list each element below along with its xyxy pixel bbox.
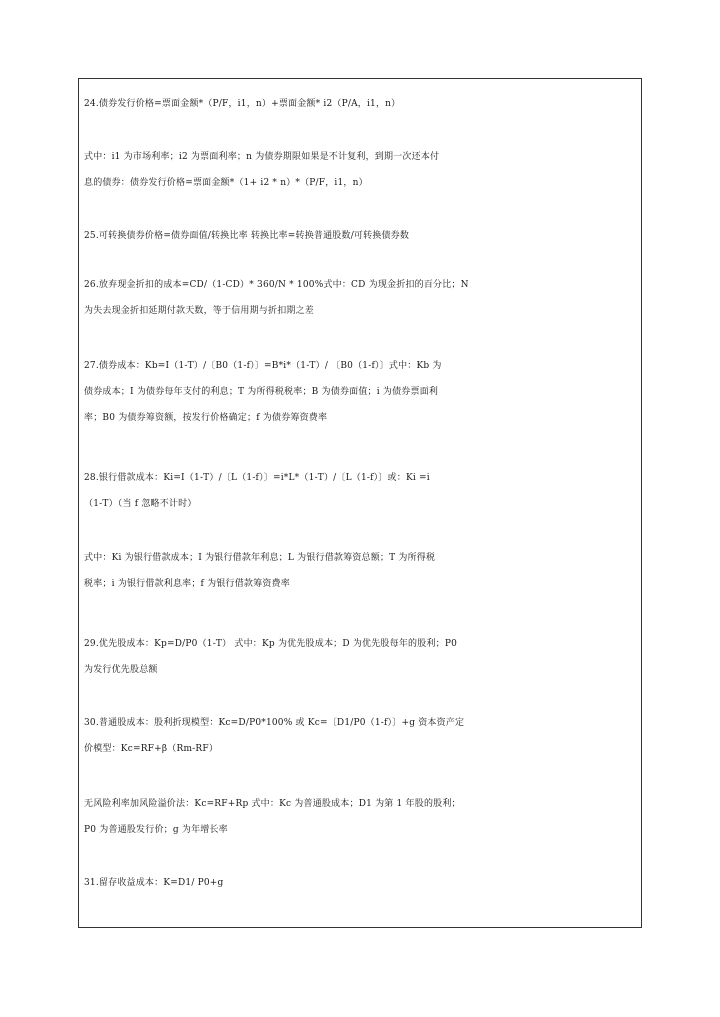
formula-28-bank-loan-cost — [84, 465, 640, 517]
text-line: 式中：i1 为市场利率；i2 为票面利率；n 为债券期限如果是不计复利，到期一次还本付 — [84, 152, 440, 162]
text-line: 债券成本；I 为债券每年支付的利息；T 为所得税税率；B 为债券面值；i 为债券票面利 — [84, 387, 439, 397]
text-line: （1-T）（当 f 忽略不计时） — [84, 499, 197, 509]
text-line: 29.优先股成本：Kp=D/P0（1-T） 式中：Kp 为优先股成本；D 为优先股每年的股利；P0 — [84, 639, 458, 649]
text-line: 率；B0 为债券筹资额，按发行价格确定；f 为债券筹资费率 — [84, 413, 328, 423]
text-line: 27.债券成本：Kb=I（1-T）/〔B0（1-f）〕=B*i*（1-T）/ 〔B0（1-f）〕式中：Kb 为 — [84, 361, 442, 371]
text-line: 税率；i 为银行借款利息率；f 为银行借款筹资费率 — [84, 579, 290, 589]
formula-24-explanation — [84, 144, 640, 196]
text-line: 28.银行借款成本：Ki=I（1-T）/〔L（1-f）〕=i*L*（1-T）/〔L（1-f）〕或：Ki =i — [84, 473, 430, 483]
text-line: 25.可转换债券价格=债券面值/转换比率 转换比率=转换普通股数/可转换债券数 — [84, 231, 410, 241]
formula-29-preferred-stock-cost — [84, 631, 640, 683]
text-line: P0 为普通股发行价；g 为年增长率 — [84, 825, 228, 835]
formula-26-cash-discount — [84, 272, 640, 324]
text-line: 价模型：Kc=RF+β（Rm-RF） — [84, 744, 219, 754]
formula-30-risk-premium-method — [84, 791, 640, 843]
text-line: 为发行优先股总额 — [84, 665, 158, 675]
text-line: 式中：Ki 为银行借款成本；I 为银行借款年利息；L 为银行借款筹资总额；T 为所得税 — [84, 553, 436, 563]
formula-24-issue-price — [84, 91, 640, 117]
formula-25-convertible-bond — [84, 223, 640, 249]
text-line: 息的债券：债券发行价格=票面金额*（1+ i2 * n）*（P/F，i1，n） — [84, 178, 368, 188]
formula-28-explanation — [84, 545, 640, 597]
text-line: 24.债券发行价格=票面金额*（P/F，i1，n）+票面金额* i2（P/A，i1，n） — [84, 99, 401, 109]
text-line: 26.放弃现金折扣的成本=CD/（1-CD）* 360/N * 100%式中：CD 为现金折扣的百分比；N — [84, 280, 469, 290]
formula-27-bond-cost — [84, 353, 640, 431]
text-line: 30.普通股成本：股利折现模型：Kc=D/P0*100% 或 Kc=〔D1/P0（1-f）〕+g 资本资产定 — [84, 718, 465, 728]
formula-31-retained-earnings-cost — [84, 870, 640, 896]
text-line: 31.留存收益成本：K=D1/ P0+g — [84, 878, 224, 888]
formula-30-common-stock-cost — [84, 710, 640, 762]
text-line: 为失去现金折扣延期付款天数，等于信用期与折扣期之差 — [84, 306, 315, 316]
text-line: 无风险利率加风险溢价法：Kc=RF+Rp 式中：Kc 为普通股成本；D1 为第 1 年股的股利； — [84, 799, 461, 809]
